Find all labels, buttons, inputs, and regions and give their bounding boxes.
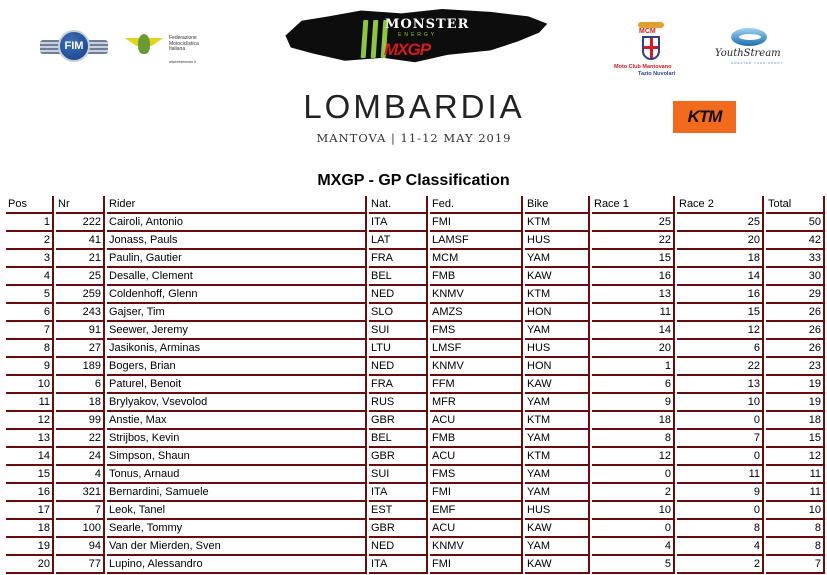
cell-rider: Seewer, Jeremy (107, 322, 367, 340)
cell-race2: 25 (677, 214, 764, 232)
cell-fed: FMI (430, 556, 523, 574)
cell-rider: Lupino, Alessandro (107, 556, 367, 574)
cell-fed: KNMV (430, 538, 523, 556)
table-row (6, 412, 825, 430)
cell-bike: YAM (525, 466, 590, 484)
cell-total: 18 (766, 412, 825, 430)
cell-total: 10 (766, 502, 825, 520)
cell-race2: 8 (677, 520, 764, 538)
cell-total: 11 (766, 484, 825, 502)
cell-fed: ACU (430, 520, 523, 538)
fmi-emblem-icon (125, 32, 163, 58)
cell-bike: KAW (525, 520, 590, 538)
moto-club-mantovano-logo: MCM Moto Club Mantovano Tazio Nuvolari (614, 20, 700, 78)
table-row (6, 214, 825, 232)
cell-race1: 16 (592, 268, 675, 286)
cell-bike: KTM (525, 214, 590, 232)
cell-fed: ACU (430, 448, 523, 466)
cell-pos: 8 (6, 340, 54, 358)
column-header-race2: Race 2 (677, 196, 764, 214)
column-header-race1: Race 1 (592, 196, 675, 214)
cell-pos: 14 (6, 448, 54, 466)
cell-rider: Anstie, Max (107, 412, 367, 430)
cell-nat: BEL (369, 430, 428, 448)
cell-nat: ITA (369, 484, 428, 502)
cell-race2: 7 (677, 430, 764, 448)
cell-nr: 21 (56, 250, 105, 268)
monster-wordmark: MONSTER (385, 17, 470, 32)
cell-total: 19 (766, 376, 825, 394)
cell-pos: 13 (6, 430, 54, 448)
cell-pos: 3 (6, 250, 54, 268)
column-header-total: Total (766, 196, 825, 214)
cell-nat: FRA (369, 376, 428, 394)
table-row (6, 556, 825, 574)
cell-race2: 0 (677, 448, 764, 466)
cell-rider: Simpson, Shaun (107, 448, 367, 466)
table-row (6, 322, 825, 340)
cell-fed: LAMSF (430, 232, 523, 250)
cell-nr: 41 (56, 232, 105, 250)
cell-race1: 25 (592, 214, 675, 232)
cell-nat: NED (369, 538, 428, 556)
cell-bike: HON (525, 358, 590, 376)
cell-total: 33 (766, 250, 825, 268)
cell-race1: 0 (592, 520, 675, 538)
cell-bike: KAW (525, 268, 590, 286)
cell-nr: 100 (56, 520, 105, 538)
cell-nr: 189 (56, 358, 105, 376)
table-row (6, 232, 825, 250)
cell-race1: 22 (592, 232, 675, 250)
cell-race1: 12 (592, 448, 675, 466)
event-venue-date: MANTOVA | 11-12 MAY 2019 (316, 131, 512, 145)
table-header-row (6, 196, 825, 214)
cell-pos: 9 (6, 358, 54, 376)
cell-rider: Paulin, Gautier (107, 250, 367, 268)
cell-nr: 77 (56, 556, 105, 574)
cell-rider: Searle, Tommy (107, 520, 367, 538)
cell-race2: 13 (677, 376, 764, 394)
cell-bike: YAM (525, 484, 590, 502)
cell-pos: 19 (6, 538, 54, 556)
cell-bike: YAM (525, 394, 590, 412)
cell-total: 8 (766, 538, 825, 556)
cell-rider: Cairoli, Antonio (107, 214, 367, 232)
cell-nr: 24 (56, 448, 105, 466)
cell-race1: 15 (592, 250, 675, 268)
cell-bike: HUS (525, 232, 590, 250)
cell-fed: FMS (430, 322, 523, 340)
cell-bike: HON (525, 304, 590, 322)
cell-nr: 6 (56, 376, 105, 394)
cell-race2: 4 (677, 538, 764, 556)
cell-race1: 10 (592, 502, 675, 520)
cell-bike: KTM (525, 286, 590, 304)
cell-fed: AMZS (430, 304, 523, 322)
cell-race2: 2 (677, 556, 764, 574)
cell-race2: 16 (677, 286, 764, 304)
cell-nat: NED (369, 358, 428, 376)
cell-nr: 22 (56, 430, 105, 448)
cell-race2: 0 (677, 502, 764, 520)
cell-fed: MFR (430, 394, 523, 412)
cell-nr: 259 (56, 286, 105, 304)
cell-bike: HUS (525, 340, 590, 358)
cell-pos: 17 (6, 502, 54, 520)
cell-nat: EST (369, 502, 428, 520)
column-header-bike: Bike (525, 196, 590, 214)
fmi-logo (125, 32, 245, 68)
table-row (6, 484, 825, 502)
cell-rider: Desalle, Clement (107, 268, 367, 286)
youthstream-logo: YouthStream GREATER THAN SPORT (713, 28, 787, 68)
cell-pos: 2 (6, 232, 54, 250)
cell-nr: 7 (56, 502, 105, 520)
cell-race2: 10 (677, 394, 764, 412)
cell-total: 19 (766, 394, 825, 412)
column-header-nr: Nr (56, 196, 105, 214)
table-row (6, 394, 825, 412)
cell-nr: 99 (56, 412, 105, 430)
cell-pos: 10 (6, 376, 54, 394)
cell-pos: 6 (6, 304, 54, 322)
table-row (6, 304, 825, 322)
table-row (6, 502, 825, 520)
column-header-fed: Fed. (430, 196, 523, 214)
cell-rider: Coldenhoff, Glenn (107, 286, 367, 304)
cell-nr: 27 (56, 340, 105, 358)
cell-race1: 9 (592, 394, 675, 412)
column-header-pos: Pos (6, 196, 54, 214)
cell-bike: HUS (525, 502, 590, 520)
ktm-logo: KTM (673, 101, 736, 133)
cell-nr: 4 (56, 466, 105, 484)
cell-fed: KNMV (430, 286, 523, 304)
table-row (6, 448, 825, 466)
cell-rider: Gajser, Tim (107, 304, 367, 322)
cell-total: 7 (766, 556, 825, 574)
cell-race1: 2 (592, 484, 675, 502)
cell-nat: RUS (369, 394, 428, 412)
column-header-rider: Rider (107, 196, 367, 214)
cell-rider: Strijbos, Kevin (107, 430, 367, 448)
cell-nat: LTU (369, 340, 428, 358)
cell-nat: ITA (369, 556, 428, 574)
cell-total: 50 (766, 214, 825, 232)
cell-rider: Van der Mierden, Sven (107, 538, 367, 556)
cell-nat: GBR (369, 412, 428, 430)
mcm-shield-icon: MCM (640, 22, 662, 62)
cell-race1: 14 (592, 322, 675, 340)
cell-fed: ACU (430, 412, 523, 430)
cell-pos: 20 (6, 556, 54, 574)
cell-rider: Paturel, Benoit (107, 376, 367, 394)
cell-pos: 5 (6, 286, 54, 304)
cell-total: 42 (766, 232, 825, 250)
cell-race1: 18 (592, 412, 675, 430)
cell-fed: MCM (430, 250, 523, 268)
cell-race1: 4 (592, 538, 675, 556)
cell-race1: 20 (592, 340, 675, 358)
cell-nr: 25 (56, 268, 105, 286)
cell-bike: KTM (525, 448, 590, 466)
cell-race2: 18 (677, 250, 764, 268)
column-header-nat: Nat. (369, 196, 428, 214)
cell-total: 23 (766, 358, 825, 376)
cell-total: 15 (766, 430, 825, 448)
cell-race1: 13 (592, 286, 675, 304)
cell-total: 12 (766, 448, 825, 466)
table-row (6, 358, 825, 376)
cell-rider: Tonus, Arnaud (107, 466, 367, 484)
cell-nr: 243 (56, 304, 105, 322)
cell-race2: 20 (677, 232, 764, 250)
cell-total: 26 (766, 304, 825, 322)
cell-fed: LMSF (430, 340, 523, 358)
energy-wordmark: ENERGY (398, 32, 438, 38)
cell-pos: 16 (6, 484, 54, 502)
event-name: LOMBARDIA (303, 88, 525, 125)
cell-fed: FMI (430, 214, 523, 232)
cell-bike: YAM (525, 430, 590, 448)
cell-race1: 8 (592, 430, 675, 448)
youthstream-swirl-icon (731, 28, 767, 46)
cell-rider: Bernardini, Samuele (107, 484, 367, 502)
cell-rider: Leok, Tanel (107, 502, 367, 520)
cell-fed: EMF (430, 502, 523, 520)
table-row (6, 250, 825, 268)
cell-race2: 12 (677, 322, 764, 340)
cell-race2: 9 (677, 484, 764, 502)
cell-race2: 15 (677, 304, 764, 322)
cell-pos: 7 (6, 322, 54, 340)
table-row (6, 268, 825, 286)
cell-fed: FFM (430, 376, 523, 394)
cell-nat: BEL (369, 268, 428, 286)
cell-race1: 0 (592, 466, 675, 484)
cell-fed: FMB (430, 430, 523, 448)
cell-rider: Brylyakov, Vsevolod (107, 394, 367, 412)
cell-nat: SUI (369, 466, 428, 484)
cell-nat: SUI (369, 322, 428, 340)
cell-pos: 15 (6, 466, 54, 484)
table-row (6, 376, 825, 394)
cell-bike: KAW (525, 376, 590, 394)
cell-total: 11 (766, 466, 825, 484)
cell-nat: NED (369, 286, 428, 304)
cell-bike: YAM (525, 538, 590, 556)
cell-race2: 0 (677, 412, 764, 430)
table-row (6, 430, 825, 448)
table-row (6, 340, 825, 358)
cell-nr: 222 (56, 214, 105, 232)
cell-nr: 18 (56, 394, 105, 412)
cell-rider: Jasikonis, Arminas (107, 340, 367, 358)
cell-nat: LAT (369, 232, 428, 250)
cell-fed: KNMV (430, 358, 523, 376)
cell-nat: FRA (369, 250, 428, 268)
cell-race1: 1 (592, 358, 675, 376)
cell-race2: 11 (677, 466, 764, 484)
cell-fed: FMI (430, 484, 523, 502)
fim-logo (40, 30, 108, 66)
cell-nat: ITA (369, 214, 428, 232)
cell-bike: YAM (525, 322, 590, 340)
cell-nr: 91 (56, 322, 105, 340)
cell-fed: FMB (430, 268, 523, 286)
mxgp-logo: MXGP (384, 40, 431, 59)
cell-pos: 11 (6, 394, 54, 412)
cell-total: 26 (766, 322, 825, 340)
fmi-url: www.federmoto.it (169, 60, 196, 64)
table-row (6, 466, 825, 484)
cell-rider: Jonass, Pauls (107, 232, 367, 250)
cell-race1: 6 (592, 376, 675, 394)
cell-bike: KAW (525, 556, 590, 574)
cell-nr: 94 (56, 538, 105, 556)
table-row (6, 538, 825, 556)
table-row (6, 520, 825, 538)
cell-total: 8 (766, 520, 825, 538)
table-row (6, 286, 825, 304)
cell-nat: GBR (369, 448, 428, 466)
fim-disc-icon: FIM (58, 30, 90, 62)
cell-nr: 321 (56, 484, 105, 502)
cell-pos: 18 (6, 520, 54, 538)
cell-race1: 5 (592, 556, 675, 574)
cell-total: 29 (766, 286, 825, 304)
cell-pos: 4 (6, 268, 54, 286)
cell-bike: YAM (525, 250, 590, 268)
cell-bike: KTM (525, 412, 590, 430)
cell-race2: 6 (677, 340, 764, 358)
cell-pos: 1 (6, 214, 54, 232)
cell-race1: 11 (592, 304, 675, 322)
cell-nat: GBR (369, 520, 428, 538)
cell-race2: 22 (677, 358, 764, 376)
cell-total: 26 (766, 340, 825, 358)
cell-fed: FMS (430, 466, 523, 484)
cell-total: 30 (766, 268, 825, 286)
page-title: MXGP - GP Classification (317, 172, 510, 189)
cell-rider: Bogers, Brian (107, 358, 367, 376)
cell-race2: 14 (677, 268, 764, 286)
fmi-text: Federazione Motociclistica Italiana (169, 35, 199, 52)
cell-pos: 12 (6, 412, 54, 430)
classification-table (4, 196, 827, 574)
cell-nat: SLO (369, 304, 428, 322)
